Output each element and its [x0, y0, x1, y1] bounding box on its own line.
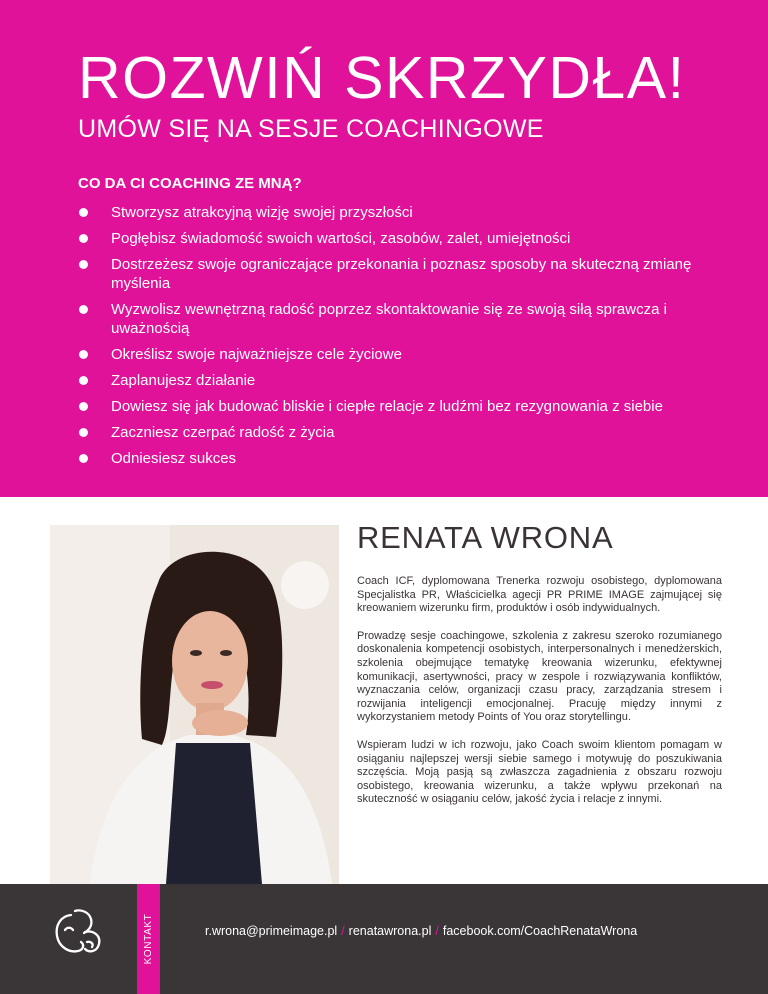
- list-item: [78, 255, 718, 293]
- website-link[interactable]: renatawrona.pl: [348, 924, 432, 938]
- list-item-text: Zaplanujesz działanie: [111, 372, 256, 389]
- email-link[interactable]: r.wrona@primeimage.pl: [205, 924, 338, 938]
- list-item-text: Dowiesz się jak budować bliskie i ciepłe relacje z ludźmi bez rezygnowania z siebie: [111, 398, 663, 415]
- benefits-list: [78, 203, 718, 475]
- contact-footer: [0, 884, 768, 994]
- butterfly-face-logo-icon: [51, 906, 107, 964]
- contact-details: [205, 924, 637, 938]
- bio-paragraph: Prowadzę sesje coachingowe, szkolenia z zakresu szeroko rozumianego doskonalenia kompetencji osobistych, interpersonalnych i menedżerskich, szkolenia obejmujące tematykę kreowania wizerunku, efektywnej komunikacji, asertywności, pracy w zespole i rozwiązywania konfliktów, wyznaczania celów, organizacji czasu pracy, zarządzania stresem i rozwijania inteligencji emocjonalnej. Pracuję między innymi z wykorzystaniem metody Points of You oraz storytellingu.: [357, 629, 722, 724]
- list-item: [78, 229, 718, 248]
- bullet-dot-icon: [79, 402, 88, 411]
- list-item-text: Zaczniesz czerpać radość z życia: [111, 424, 335, 441]
- bullet-dot-icon: [79, 454, 88, 463]
- list-item-text: Dostrzeżesz swoje ograniczające przekonania i poznasz sposoby na skuteczną zmianę myślenia: [111, 256, 692, 292]
- list-item: [78, 449, 718, 468]
- kontakt-side-label: [137, 884, 160, 994]
- bullet-dot-icon: [79, 208, 88, 217]
- list-item-text: Pogłębisz świadomość swoich wartości, zasobów, zalet, umiejętności: [111, 230, 571, 247]
- main-title: ROZWIŃ SKRZYDŁA!: [78, 45, 686, 111]
- list-item-text: Odniesiesz sukces: [111, 450, 237, 467]
- separator: /: [341, 924, 345, 938]
- bullet-dot-icon: [79, 428, 88, 437]
- bullet-dot-icon: [79, 350, 88, 359]
- list-item: [78, 397, 718, 416]
- bullet-dot-icon: [79, 376, 88, 385]
- facebook-link[interactable]: facebook.com/CoachRenataWrona: [442, 924, 638, 938]
- bio-section: [357, 520, 722, 821]
- bullet-dot-icon: [79, 234, 88, 243]
- bio-paragraph: Wspieram ludzi w ich rozwoju, jako Coach swoim klientom pomagam w osiąganiu najlepszej wersji siebie samego i motywuję do poszukiwania szczęścia. Moją pasją są zwłaszcza zagadnienia z obszaru rozwoju osobistego, kreowania wizerunku, a także wpływu przekonań na skuteczność w osiąganiu celów, jakość życia i relacje z innymi.: [357, 738, 722, 806]
- list-item-text: Stworzysz atrakcyjną wizję swojej przyszłości: [111, 204, 413, 221]
- list-item: [78, 423, 718, 442]
- list-item: [78, 345, 718, 364]
- list-item: [78, 371, 718, 390]
- portrait-illustration: [50, 525, 339, 884]
- list-item-text: Określisz swoje najważniejsze cele życiowe: [111, 346, 402, 363]
- portrait-photo: [50, 525, 339, 884]
- kontakt-label: KONTAKT: [143, 913, 154, 965]
- list-item: [78, 300, 718, 338]
- list-item: [78, 203, 718, 222]
- separator: /: [435, 924, 439, 938]
- benefits-heading: CO DA CI COACHING ZE MNĄ?: [78, 175, 302, 192]
- list-item-text: Wyzwolisz wewnętrzną radość poprzez skontaktowanie się ze swoją siłą sprawcza i uważnością: [111, 301, 667, 337]
- bio-paragraph: Coach ICF, dyplomowana Trenerka rozwoju osobistego, dyplomowana Specjalistka PR, Właścicielka agecji PR PRIME IMAGE zajmującej się kreowaniem wizerunku firm, produktów i osób indywidualnych.: [357, 575, 722, 615]
- bio-name: RENATA WRONA: [357, 520, 614, 555]
- bullet-dot-icon: [79, 260, 88, 269]
- subtitle: UMÓW SIĘ NA SESJE COACHINGOWE: [78, 115, 544, 143]
- bullet-dot-icon: [79, 305, 88, 314]
